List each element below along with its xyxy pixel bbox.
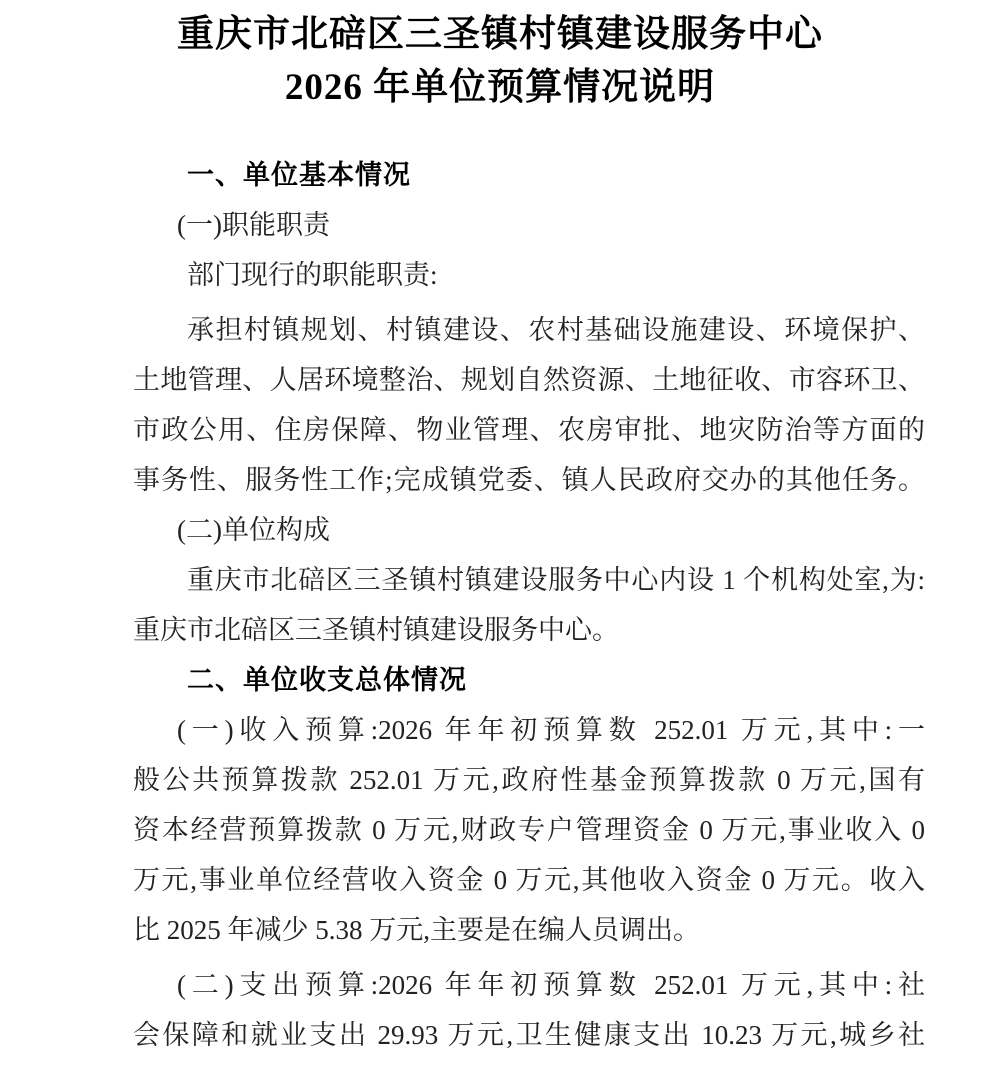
duties-line: 土地管理、人居环境整治、规划自然资源、土地征收、市容环卫、 — [133, 365, 925, 395]
income-line: 比 2025 年减少 5.38 万元,主要是在编人员调出。 — [133, 915, 700, 945]
income-line: 资本经营预算拨款 0 万元,财政专户管理资金 0 万元,事业收入 0 — [133, 815, 925, 845]
document-title-line1: 重庆市北碚区三圣镇村镇建设服务中心 — [177, 14, 823, 55]
document-body — [133, 150, 925, 1060]
duties-line: 承担村镇规划、村镇建设、农村基础设施建设、环境保护、 — [187, 315, 925, 345]
subheading-duties: (一)职能职责 — [177, 210, 330, 240]
document-title-line2: 2026 年单位预算情况说明 — [284, 67, 716, 108]
composition-line: 重庆市北碚区三圣镇村镇建设服务中心。 — [133, 615, 619, 645]
document-title — [0, 8, 1000, 114]
section-heading-budget: 二、单位收支总体情况 — [187, 665, 467, 695]
duties-intro-line: 部门现行的职能职责: — [187, 260, 438, 290]
duties-line: 市政公用、住房保障、物业管理、农房审批、地灾防治等方面的 — [133, 415, 925, 445]
income-line: 万元,事业单位经营收入资金 0 万元,其他收入资金 0 万元。收入 — [133, 865, 925, 895]
duties-line: 事务性、服务性工作;完成镇党委、镇人民政府交办的其他任务。 — [133, 465, 925, 495]
expenditure-line: (二)支出预算:2026 年年初预算数 252.01 万元,其中:社 — [177, 970, 925, 1000]
income-line: (一)收入预算:2026 年年初预算数 252.01 万元,其中:一 — [177, 715, 925, 745]
subheading-composition: (二)单位构成 — [177, 515, 330, 545]
section-heading-basic: 一、单位基本情况 — [187, 160, 411, 190]
expenditure-line: 会保障和就业支出 29.93 万元,卫生健康支出 10.23 万元,城乡社 — [133, 1020, 925, 1050]
composition-line: 重庆市北碚区三圣镇村镇建设服务中心内设 1 个机构处室,为: — [187, 565, 925, 595]
income-line: 般公共预算拨款 252.01 万元,政府性基金预算拨款 0 万元,国有 — [133, 765, 925, 795]
